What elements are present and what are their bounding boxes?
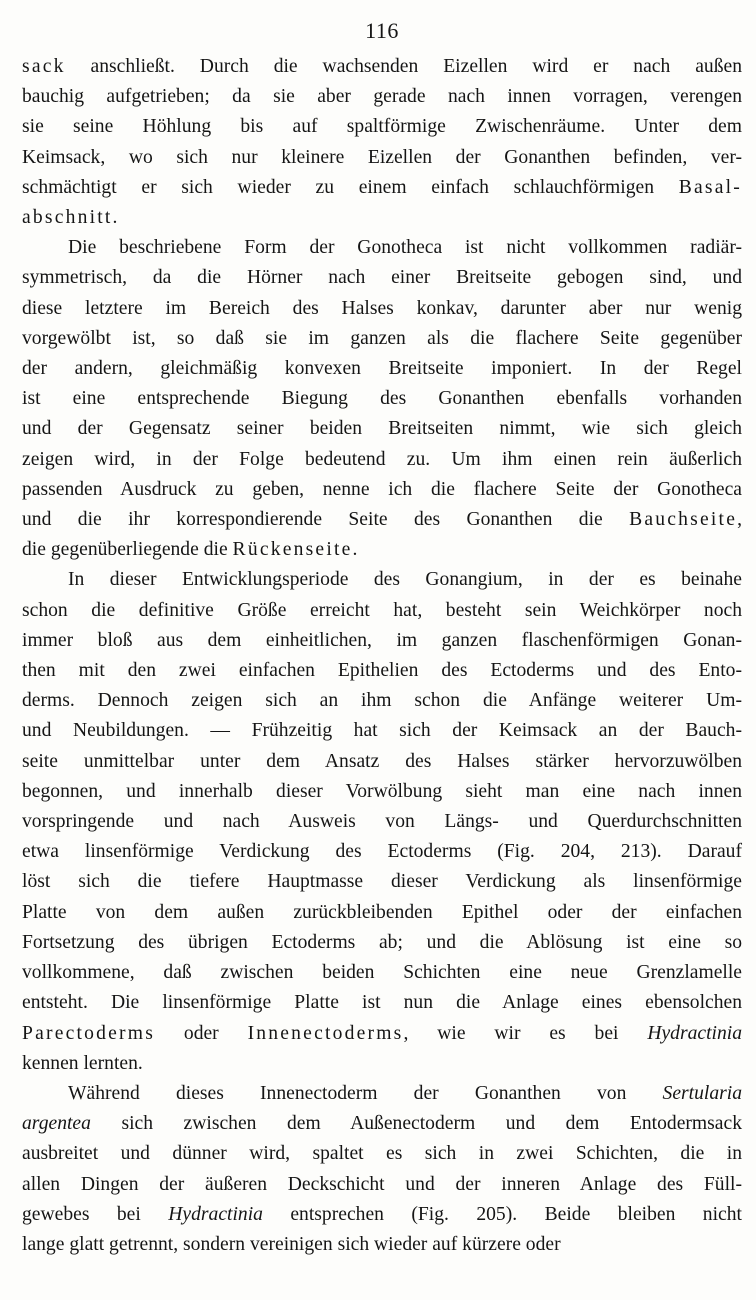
paragraph [22, 52, 742, 233]
text-run: Platte von dem außen zurückbleibenden Epithel oder der einfachen [22, 901, 742, 923]
text-line [22, 294, 742, 324]
text-run: allen Dingen der äußeren Deckschicht und der inneren Anlage des Füll- [22, 1173, 742, 1195]
text-line [22, 777, 742, 807]
page [22, 14, 742, 1260]
text-run: ist eine entsprechende Biegung des Gonanthen ebenfalls vorhanden [22, 388, 742, 410]
text-run: Keimsack, wo sich nur kleinere Eizellen der Gonanthen befinden, ver- [22, 146, 742, 168]
paragraph [22, 565, 742, 1078]
italic-text: Hydractinia [647, 1022, 742, 1044]
text-line [22, 898, 742, 928]
text-run: zeigen wird, in der Folge bedeutend zu. Um ihm einen rein äußerlich [22, 448, 742, 470]
text-line [22, 324, 742, 354]
spaced-emphasis: abschnitt [22, 207, 113, 229]
text-line [22, 807, 742, 837]
text-run: vorspringende und nach Ausweis von Längs- und Querdurchschnitten [22, 811, 742, 833]
text-run: bauchig aufgetrieben; da sie aber gerade nach innen vorragen, verengen [22, 86, 742, 108]
text-run: , wie wir es bei [403, 1022, 648, 1044]
text-line [22, 565, 742, 595]
text-run: etwa linsenförmige Verdickung des Ectoderms (Fig. 204, 213). Darauf [22, 841, 742, 863]
text-run: entsteht. Die linsenförmige Platte ist nun die Anlage eines ebensolchen [22, 992, 742, 1014]
page-number: 116 [365, 18, 399, 43]
text-run: Fortsetzung des übrigen Ectoderms ab; und die Ablösung ist eine so [22, 931, 742, 953]
text-line [22, 686, 742, 716]
text-line [22, 988, 742, 1018]
text-line [22, 867, 742, 897]
spaced-emphasis: Bauchseite [629, 509, 738, 531]
text-line [22, 1019, 742, 1049]
text-run: seite unmittelbar unter dem Ansatz des Halses stärker hervorzuwölben [22, 750, 742, 772]
text-line [22, 203, 742, 233]
text-line [22, 143, 742, 173]
text-run: . [112, 207, 118, 229]
text-run: entsprechen (Fig. 205). Beide bleiben nicht [262, 1203, 742, 1225]
text-run: begonnen, und innerhalb dieser Vorwölbung sieht man eine nach innen [22, 780, 742, 802]
text-line [22, 596, 742, 626]
text-run: . [352, 539, 358, 561]
text-run: schmächtigt er sich wieder zu einem einfach schlauchförmigen [22, 176, 679, 198]
text-run: und Neubildungen. — Frühzeitig hat sich der Keimsack an der Bauch- [22, 720, 742, 742]
spaced-emphasis: sack [22, 56, 66, 77]
paragraph [22, 1079, 742, 1260]
text-run: der andern, gleichmäßig konvexen Breitseite imponiert. In der Regel [22, 358, 742, 380]
text-line [22, 233, 742, 263]
text-line [22, 505, 742, 535]
text-line [22, 173, 742, 203]
spaced-emphasis: Rückenseite [232, 539, 353, 561]
text-line [22, 958, 742, 988]
text-line [22, 384, 742, 414]
text-line [22, 1109, 742, 1139]
text-run: die gegenüberliegende die [22, 539, 233, 561]
text-run: schon die definitive Größe erreicht hat, besteht sein Weichkörper noch [22, 599, 742, 621]
paragraph [22, 233, 742, 565]
text-run: sie seine Höhlung bis auf spaltförmige Zwischenräume. Unter dem [22, 116, 742, 138]
spaced-emphasis: Basal- [678, 176, 742, 198]
text-line [22, 1200, 742, 1230]
text-line [22, 414, 742, 444]
spaced-emphasis: Parectoderms [22, 1022, 156, 1044]
text-line [22, 928, 742, 958]
italic-text: Sertularia [662, 1082, 742, 1104]
text-line [22, 82, 742, 112]
text-line [22, 52, 742, 82]
text-run: und die ihr korrespondierende Seite des Gonanthen die [22, 509, 630, 531]
text-line [22, 716, 742, 746]
text-run: sich zwischen dem Außenectoderm und dem Entodermsack [90, 1113, 742, 1135]
text-run: lange glatt getrennt, sondern vereinigen sich wieder auf kürzere oder [22, 1233, 561, 1255]
text-run: kennen lernten. [22, 1052, 143, 1074]
text-line [22, 747, 742, 777]
text-run: then mit den zwei einfachen Epithelien des Ectoderms und des Ento- [22, 660, 742, 682]
text-run: passenden Ausdruck zu geben, nenne ich die flachere Seite der Gonotheca [22, 478, 742, 500]
text-run: vorgewölbt ist, so daß sie im ganzen als die flachere Seite gegenüber [22, 327, 742, 349]
text-run: und der Gegensatz seiner beiden Breitseiten nimmt, wie sich gleich [22, 418, 742, 440]
text-body [22, 52, 742, 1260]
text-line [22, 445, 742, 475]
text-run: vollkommene, daß zwischen beiden Schichten eine neue Grenzlamelle [22, 962, 742, 984]
text-run: oder [155, 1022, 248, 1044]
text-line [22, 475, 742, 505]
text-run: diese letztere im Bereich des Halses konkav, darunter aber nur wenig [22, 297, 742, 319]
text-line [22, 1170, 742, 1200]
text-line [22, 626, 742, 656]
italic-text: Hydractinia [168, 1203, 263, 1225]
text-line [22, 1079, 742, 1109]
text-run: Die beschriebene Form der Gonotheca ist nicht vollkommen radiär- [68, 237, 742, 259]
text-line [22, 837, 742, 867]
text-run: Während dieses Innenectoderm der Gonanthen von [68, 1082, 663, 1104]
text-run: löst sich die tiefere Hauptmasse dieser Verdickung als linsenförmige [22, 871, 742, 893]
text-line [22, 354, 742, 384]
text-run: anschließt. Durch die wachsenden Eizellen wird er nach außen [65, 56, 742, 77]
text-line [22, 1139, 742, 1169]
text-line [22, 1230, 742, 1260]
text-line [22, 1049, 742, 1079]
text-run: gewebes bei [22, 1203, 169, 1225]
text-run: symmetrisch, da die Hörner nach einer Breitseite gebogen sind, und [22, 267, 742, 289]
spaced-emphasis: Innenectoderms [247, 1022, 404, 1044]
text-line [22, 263, 742, 293]
text-run: , [737, 509, 742, 531]
text-line [22, 112, 742, 142]
italic-text: argentea [22, 1113, 91, 1135]
text-run: In dieser Entwicklungsperiode des Gonangium, in der es beinahe [68, 569, 742, 591]
text-line [22, 656, 742, 686]
text-run: immer bloß aus dem einheitlichen, im ganzen flaschenförmigen Gonan- [22, 629, 742, 651]
text-line [22, 535, 742, 565]
text-run: ausbreitet und dünner wird, spaltet es sich in zwei Schichten, die in [22, 1143, 742, 1165]
text-run: derms. Dennoch zeigen sich an ihm schon die Anfänge weiterer Um- [22, 690, 742, 712]
